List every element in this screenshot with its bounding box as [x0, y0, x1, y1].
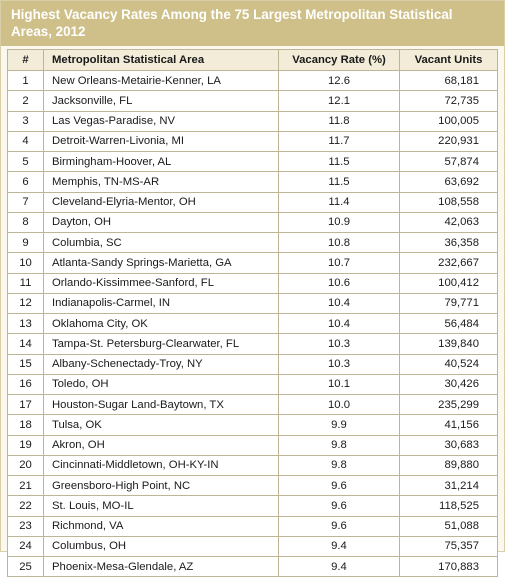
cell-vacancy-rate: 12.1 — [279, 91, 400, 111]
cell-rank: 1 — [8, 71, 44, 91]
table-row — [8, 395, 498, 415]
cell-rank: 19 — [8, 435, 44, 455]
table-row — [8, 374, 498, 394]
cell-vacancy-rate: 11.4 — [279, 192, 400, 212]
table-row — [8, 152, 498, 172]
cell-vacancy-rate: 10.9 — [279, 212, 400, 232]
column-header-area: Metropolitan Statistical Area — [44, 50, 279, 71]
cell-rank: 17 — [8, 395, 44, 415]
cell-vacancy-rate: 11.7 — [279, 131, 400, 151]
cell-vacancy-rate: 11.5 — [279, 172, 400, 192]
cell-vacant-units: 232,667 — [400, 253, 498, 273]
cell-area: New Orleans-Metairie-Kenner, LA — [44, 71, 279, 91]
cell-vacancy-rate: 10.3 — [279, 354, 400, 374]
cell-vacancy-rate: 10.1 — [279, 374, 400, 394]
table-row — [8, 435, 498, 455]
table-row — [8, 212, 498, 232]
cell-vacant-units: 42,063 — [400, 212, 498, 232]
cell-rank: 12 — [8, 293, 44, 313]
cell-vacant-units: 63,692 — [400, 172, 498, 192]
cell-vacant-units: 75,357 — [400, 536, 498, 556]
table-row — [8, 253, 498, 273]
cell-vacant-units: 56,484 — [400, 314, 498, 334]
cell-vacancy-rate: 9.6 — [279, 516, 400, 536]
cell-vacancy-rate: 9.8 — [279, 435, 400, 455]
table-row — [8, 273, 498, 293]
cell-vacant-units: 139,840 — [400, 334, 498, 354]
cell-rank: 10 — [8, 253, 44, 273]
cell-rank: 8 — [8, 212, 44, 232]
cell-rank: 16 — [8, 374, 44, 394]
cell-area: Phoenix-Mesa-Glendale, AZ — [44, 557, 279, 577]
table-row — [8, 91, 498, 111]
cell-vacant-units: 51,088 — [400, 516, 498, 536]
cell-vacant-units: 36,358 — [400, 233, 498, 253]
table-row — [8, 354, 498, 374]
cell-area: Tulsa, OK — [44, 415, 279, 435]
cell-area: Oklahoma City, OK — [44, 314, 279, 334]
cell-rank: 23 — [8, 516, 44, 536]
table-row — [8, 131, 498, 151]
cell-rank: 11 — [8, 273, 44, 293]
cell-area: St. Louis, MO-IL — [44, 496, 279, 516]
cell-vacancy-rate: 11.8 — [279, 111, 400, 131]
cell-rank: 4 — [8, 131, 44, 151]
cell-vacancy-rate: 9.6 — [279, 476, 400, 496]
table-row — [8, 172, 498, 192]
cell-vacant-units: 41,156 — [400, 415, 498, 435]
cell-area: Atlanta-Sandy Springs-Marietta, GA — [44, 253, 279, 273]
table-row — [8, 192, 498, 212]
table-row — [8, 557, 498, 577]
cell-vacant-units: 68,181 — [400, 71, 498, 91]
cell-rank: 14 — [8, 334, 44, 354]
table-row — [8, 233, 498, 253]
cell-vacancy-rate: 12.6 — [279, 71, 400, 91]
cell-vacancy-rate: 10.6 — [279, 273, 400, 293]
cell-rank: 2 — [8, 91, 44, 111]
table-header-row — [8, 50, 498, 71]
table-row — [8, 476, 498, 496]
cell-vacant-units: 31,214 — [400, 476, 498, 496]
cell-area: Columbus, OH — [44, 536, 279, 556]
cell-area: Akron, OH — [44, 435, 279, 455]
cell-vacant-units: 72,735 — [400, 91, 498, 111]
cell-rank: 13 — [8, 314, 44, 334]
cell-area: Cincinnati-Middletown, OH-KY-IN — [44, 455, 279, 475]
cell-rank: 18 — [8, 415, 44, 435]
cell-rank: 7 — [8, 192, 44, 212]
cell-area: Richmond, VA — [44, 516, 279, 536]
cell-area: Houston-Sugar Land-Baytown, TX — [44, 395, 279, 415]
cell-rank: 15 — [8, 354, 44, 374]
table-row — [8, 536, 498, 556]
cell-vacant-units: 108,558 — [400, 192, 498, 212]
cell-vacant-units: 30,683 — [400, 435, 498, 455]
cell-vacant-units: 30,426 — [400, 374, 498, 394]
cell-area: Detroit-Warren-Livonia, MI — [44, 131, 279, 151]
cell-area: Orlando-Kissimmee-Sanford, FL — [44, 273, 279, 293]
cell-vacancy-rate: 9.4 — [279, 557, 400, 577]
cell-area: Albany-Schenectady-Troy, NY — [44, 354, 279, 374]
cell-vacancy-rate: 9.8 — [279, 455, 400, 475]
cell-vacancy-rate: 10.4 — [279, 293, 400, 313]
vacancy-table — [7, 49, 498, 577]
cell-rank: 24 — [8, 536, 44, 556]
cell-vacancy-rate: 9.6 — [279, 496, 400, 516]
cell-area: Birmingham-Hoover, AL — [44, 152, 279, 172]
cell-vacant-units: 40,524 — [400, 354, 498, 374]
cell-rank: 5 — [8, 152, 44, 172]
cell-area: Indianapolis-Carmel, IN — [44, 293, 279, 313]
cell-vacancy-rate: 9.4 — [279, 536, 400, 556]
cell-vacancy-rate: 11.5 — [279, 152, 400, 172]
cell-vacancy-rate: 10.0 — [279, 395, 400, 415]
table-body — [8, 71, 498, 577]
table-title: Highest Vacancy Rates Among the 75 Largest Metropolitan Statistical Areas, 2012 — [1, 1, 504, 46]
cell-vacancy-rate: 10.8 — [279, 233, 400, 253]
cell-vacant-units: 170,883 — [400, 557, 498, 577]
cell-rank: 21 — [8, 476, 44, 496]
cell-vacancy-rate: 10.7 — [279, 253, 400, 273]
cell-vacant-units: 220,931 — [400, 131, 498, 151]
cell-vacant-units: 89,880 — [400, 455, 498, 475]
table-row — [8, 71, 498, 91]
cell-rank: 20 — [8, 455, 44, 475]
cell-area: Toledo, OH — [44, 374, 279, 394]
cell-area: Las Vegas-Paradise, NV — [44, 111, 279, 131]
cell-vacant-units: 100,412 — [400, 273, 498, 293]
cell-area: Memphis, TN-MS-AR — [44, 172, 279, 192]
cell-rank: 22 — [8, 496, 44, 516]
column-header-rank: # — [8, 50, 44, 71]
cell-area: Dayton, OH — [44, 212, 279, 232]
cell-rank: 25 — [8, 557, 44, 577]
cell-area: Greensboro-High Point, NC — [44, 476, 279, 496]
cell-rank: 3 — [8, 111, 44, 131]
table-row — [8, 455, 498, 475]
table-row — [8, 496, 498, 516]
column-header-vacancy-rate: Vacancy Rate (%) — [279, 50, 400, 71]
cell-rank: 6 — [8, 172, 44, 192]
table-row — [8, 293, 498, 313]
cell-area: Tampa-St. Petersburg-Clearwater, FL — [44, 334, 279, 354]
table-row — [8, 334, 498, 354]
column-header-vacant-units: Vacant Units — [400, 50, 498, 71]
cell-vacancy-rate: 10.3 — [279, 334, 400, 354]
cell-vacant-units: 79,771 — [400, 293, 498, 313]
cell-area: Columbia, SC — [44, 233, 279, 253]
cell-vacant-units: 118,525 — [400, 496, 498, 516]
cell-rank: 9 — [8, 233, 44, 253]
cell-area: Jacksonville, FL — [44, 91, 279, 111]
table-row — [8, 314, 498, 334]
cell-vacancy-rate: 9.9 — [279, 415, 400, 435]
table-row — [8, 111, 498, 131]
table-row — [8, 516, 498, 536]
cell-vacant-units: 235,299 — [400, 395, 498, 415]
cell-vacant-units: 100,005 — [400, 111, 498, 131]
table-row — [8, 415, 498, 435]
cell-vacant-units: 57,874 — [400, 152, 498, 172]
cell-area: Cleveland-Elyria-Mentor, OH — [44, 192, 279, 212]
cell-vacancy-rate: 10.4 — [279, 314, 400, 334]
